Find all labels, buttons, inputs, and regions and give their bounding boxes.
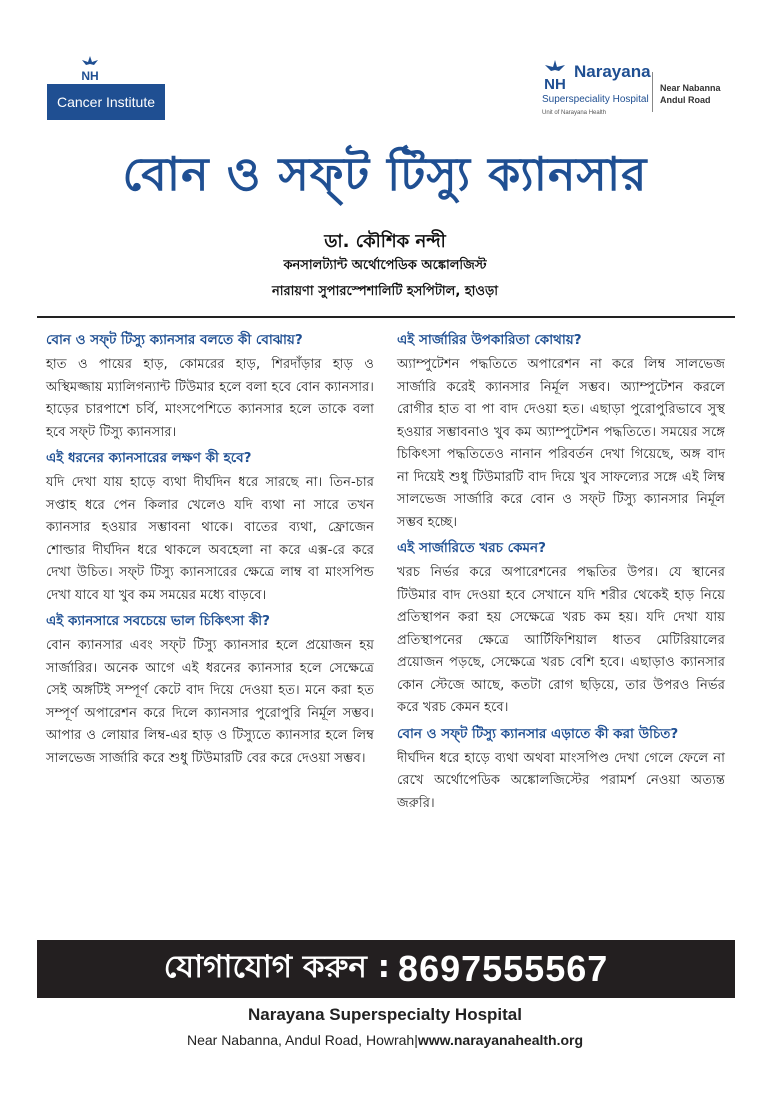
faq-question: এই ক্যানসারে সবচেয়ে ভাল চিকিৎসা কী? — [46, 613, 270, 629]
doctor-name: ডা. কৌশিক নন্দী — [324, 231, 446, 252]
contact-bar — [37, 940, 735, 998]
faq-answer: বোন ক্যানসার এবং সফ্‌ট টিস্যু ক্যানসার হলে প্রয়োজন হয় সার্জারির। অনেক আগে এই ধরনের ক্যানসার হলে সেক্ষেত্রে সেই অঙ্গটিই সম্পূর্ণ কেটে বাদ দিয়ে দেওয়া হত। মনে করা হত সম্পূর্ণ অপারেশন করে দিলে ক্যানসার পুরোপুরি নির্মূল সম্ভব। আপার ও লোয়ার লিম্ব-এর হাড় ও টিস্যুতে ক্যানসার হলে লিম্ব সালভেজ সার্জারি করে শুধু টিউমারটি বের করে দেওয়া সম্ভব। — [46, 638, 374, 766]
hospital-logo-unit: Unit of Narayana Health — [542, 110, 607, 116]
cancer-institute-logo — [47, 56, 165, 120]
footer-website-link[interactable]: www.narayanahealth.org — [417, 1032, 584, 1048]
faq-answer: খরচ নির্ভর করে অপারেশনের পদ্ধতির উপর। যে স্থানের টিউমার বাদ দেওয়া হবে সেখানে যদি শরীর থেকেই হাড় নিয়ে প্রতিস্থাপন করা হয় সেক্ষেত্রে খরচ কম হয়। যদি দেখা যায় প্রতিস্থাপনের ক্ষেত্রে আর্টিফিশিয়াল ধাতব মেটিরিয়ালের প্রয়োজন পড়ছে, সেক্ষেত্রে খরচ বেশি হবে। এছাড়াও ক্যানসার কোন স্টেজে আছে, কতটা রোগ ছড়িয়ে, তার উপরও নির্ভর করে খরচ কেমন হবে। — [397, 565, 725, 715]
header-divider — [37, 316, 735, 318]
faq-answer: যদি দেখা যায় হাড়ে ব্যথা দীর্ঘদিন ধরে সারছে না। তিন-চার সপ্তাহ ধরে পেন কিলার খেলেও যদি ব্যথা না সারে তখন ক্যানসার হওয়ার সম্ভাবনা থাকে। বাতের ব্যথা, ফ্রোজেন শোল্ডার দীর্ঘদিন ধরে থাকলে অবহেলা না করে এক্স-রে করে দেখা উচিত। সফ্‌ট টিস্যু ক্যানসারের ক্ষেত্রে লাম্ব বা মাংসপিন্ড দেখা যাবে যা খুব কম সময়ের মধ্যে বাড়বে। — [46, 475, 374, 603]
page-title: বোন ও সফ্‌ট টিস্যু ক্যানসার — [122, 147, 648, 201]
faq-section — [46, 448, 374, 607]
faq-answer: দীর্ঘদিন ধরে হাড়ে ব্যথা অথবা মাংসপিণ্ড দেখা গেলে ফেলে না রেখে অর্থোপেডিক অঙ্কোলজিস্টের পরামর্শ নেওয়া অত্যন্ত জরুরি। — [397, 750, 725, 811]
doctor-hospital: নারায়ণা সুপারস্পেশালিটি হসপিটাল, হাওড়া — [271, 284, 499, 299]
contact-phone[interactable]: 8697555567 — [398, 948, 609, 989]
faq-section — [397, 330, 725, 534]
svg-text:NH: NH — [544, 76, 566, 92]
faq-section — [397, 724, 725, 816]
faq-section — [397, 538, 725, 720]
hospital-logo-address — [660, 82, 721, 106]
footer-address: Near Nabanna, Andul Road, Howrah| — [186, 1032, 418, 1048]
logo-divider — [652, 72, 653, 112]
faq-question: বোন ও সফ্‌ট টিস্যু ক্যানসার এড়াতে কী করা উচিত? — [397, 725, 679, 742]
footer-address-line — [0, 1032, 770, 1048]
faq-question: এই সার্জারির উপকারিতা কোথায়? — [397, 332, 582, 348]
footer-hospital-name: Narayana Superspecialty Hospital — [247, 1005, 522, 1024]
svg-text:NH: NH — [81, 69, 99, 82]
hospital-logo-name: Narayana — [574, 62, 651, 81]
faq-question: বোন ও সফ্‌ট টিস্যু ক্যানসার বলতে কী বোঝায়? — [46, 332, 303, 348]
doctor-role: কনসালট্যান্ট অর্থোপেডিক অঙ্কোলজিস্ট — [283, 258, 487, 273]
hospital-logo-address-line2: Andul Road — [660, 95, 711, 105]
cancer-institute-label: Cancer Institute — [47, 84, 165, 120]
nh-star-icon — [79, 56, 101, 82]
narayana-hospital-logo — [540, 60, 740, 122]
faq-answer: অ্যাম্পুটেশন পদ্ধতিতে অপারেশন না করে লিম্ব সালভেজ সার্জারি করেই ক্যানসার নির্মূল সম্ভব। অ্যাম্পুটেশন করলে রোগীর হাত বা পা বাদ দেওয়া হত। এছাড়া পুরোপুরিভাবে সুস্থ হওয়ার সম্ভাবনাও খুব কম অ্যাম্পুটেশন পদ্ধতিতে। সময়ের সঙ্গে চিকিৎসা পদ্ধতিতেও নানান পরিবর্তন দেখা গিয়েছে, অঙ্গ বাদ না দিয়েই শুধু টিউমারটি বাদ দিয়ে খুব সাফল্যের সঙ্গে এই লিম্ব সালভেজ সার্জারি করে বোন ও সফ্‌ট টিস্যু ক্যানসার নির্মূল সম্ভব হচ্ছে। — [397, 357, 725, 530]
left-column — [46, 330, 374, 774]
right-column — [397, 330, 725, 819]
faq-section — [46, 611, 374, 770]
faq-question: এই সার্জারিতে খরচ কেমন? — [397, 540, 546, 556]
hospital-logo-address-line1: Near Nabanna — [660, 83, 721, 93]
nh-star-icon — [540, 60, 570, 92]
contact-label: যোগাযোগ করুন : — [163, 949, 391, 985]
hospital-logo-subtitle: Superspeciality Hospital — [542, 94, 649, 105]
faq-section — [46, 330, 374, 444]
faq-question: এই ধরনের ক্যানসারের লক্ষণ কী হবে? — [46, 450, 252, 466]
faq-answer: হাত ও পায়ের হাড়, কোমরের হাড়, শিরদাঁড়ার হাড় ও অস্থিমজ্জায় ম্যালিগন্যান্ট টিউমার হলে বলা হবে বোন ক্যানসার। হাড়ের চারপাশে চর্বি, মাংসপেশিতে ক্যানসার হলে তাকে বলা হবে সফ্‌ট টিস্যু ক্যানসার। — [46, 357, 374, 440]
